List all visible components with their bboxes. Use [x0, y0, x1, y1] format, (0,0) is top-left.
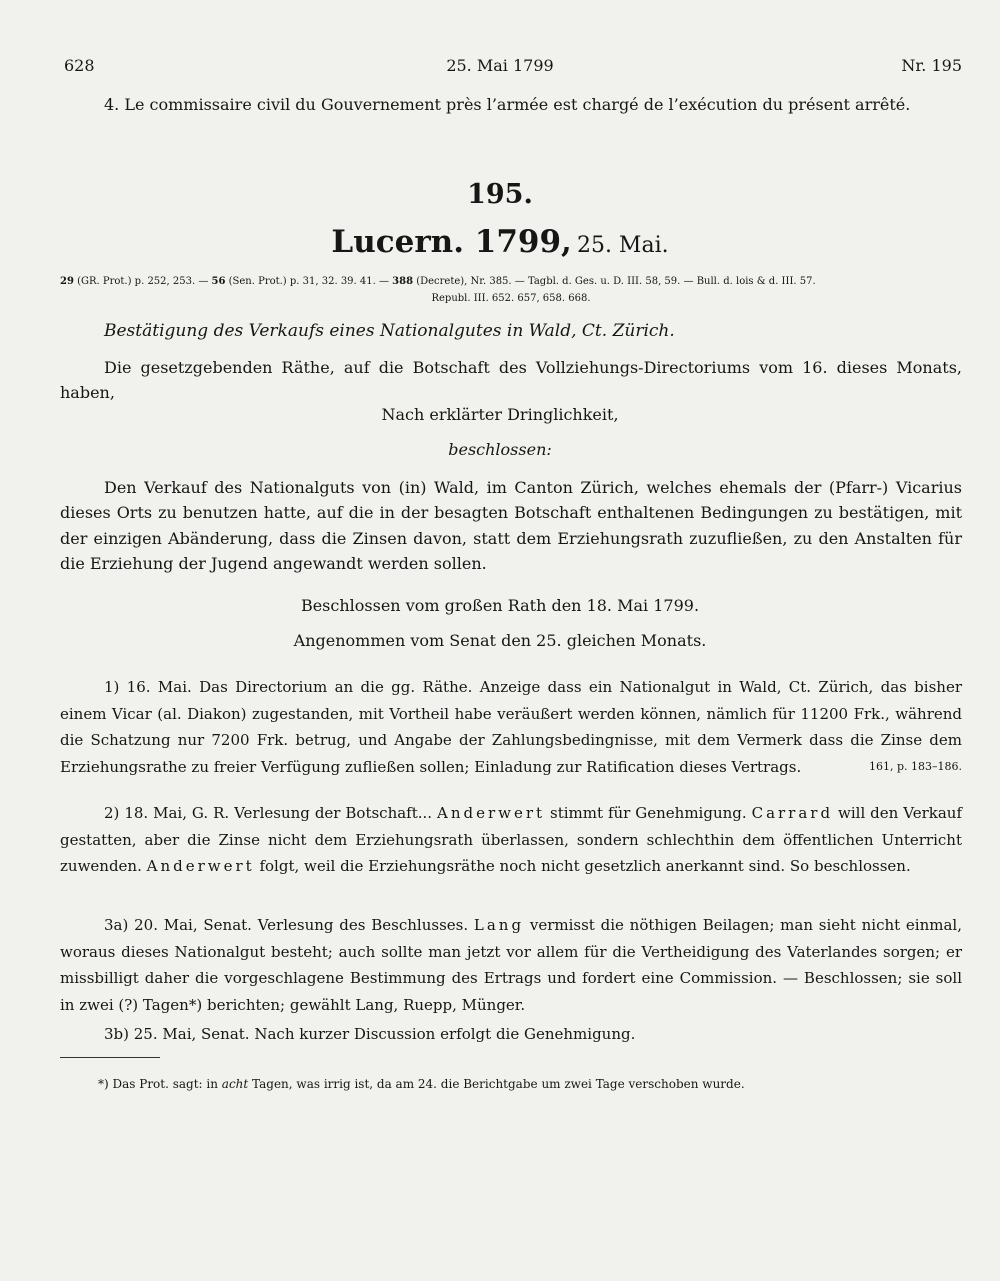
note-2 — [60, 800, 962, 880]
decree-preamble: Die gesetzgebenden Räthe, auf die Botschaft des Vollziehungs-Directoriums vom 16. dieses Monats, haben, — [60, 358, 962, 403]
source-ref-num: 29 — [60, 276, 74, 287]
source-references — [60, 273, 962, 307]
header-doc-number: Nr. 195 — [901, 56, 962, 75]
footnote-rule — [60, 1057, 160, 1058]
note-1 — [60, 674, 962, 780]
document-subject: Bestätigung des Verkaufs eines Nationalgutes in Wald, Ct. Zürich. — [104, 321, 675, 341]
speaker-name: Lang — [473, 916, 525, 934]
source-ref-text: (Decrete), Nr. 385. — Tagbl. d. Ges. u. D. III. 58, 59. — Bull. d. lois & d. III. 57. — [413, 276, 816, 287]
footnote-text: Tagen, was irrig ist, da am 24. die Berichtgabe um zwei Tage verschoben wurde. — [248, 1077, 745, 1091]
decree-urgency: Nach erklärter Dringlichkeit, — [381, 405, 619, 424]
document-place-year: Lucern. 1799, — [331, 224, 572, 260]
document-date: 25. Mai. — [576, 233, 669, 258]
speaker-name: Anderwert — [437, 804, 546, 822]
page-number: 628 — [64, 56, 95, 75]
source-ref-num: 388 — [392, 276, 414, 287]
document-number: 195. — [467, 179, 533, 210]
speaker-name: Anderwert — [146, 857, 255, 875]
note-2-text: will den Verkauf gestatten, aber die Zinse nicht dem Erziehungsrath überlassen, sondern schlechthin dem öffentlichen Unterricht zuwenden. — [60, 804, 963, 875]
previous-item-text: 4. Le commissaire civil du Gouvernement près l’armée est chargé de l’exécution du présent arrêté. — [104, 95, 911, 114]
footnote-text: *) Das Prot. sagt: in — [98, 1077, 222, 1091]
decree-body: Den Verkauf des Nationalguts von (in) Wald, im Canton Zürich, welches ehemals der (Pfarr-) Vicarius dieses Orts zu benutzen hatte, auf die in der besagten Botschaft enthaltenen Bedingungen zu bestätigen, mit der einzigen Abänderung, dass die Zinsen davon, statt dem Erziehungsrath zuzufließen, zu den Anstalten für die Erziehung der Jugend angewandt werden sollen. — [60, 478, 962, 573]
note-2-text: stimmt für Genehmigung. — [545, 804, 752, 822]
decree-resolved: beschlossen: — [448, 440, 552, 459]
note-1-reference: 161, p. 183–186. — [868, 759, 962, 773]
header-date: 25. Mai 1799 — [446, 56, 554, 75]
passed-great-council: Beschlossen vom großen Rath den 18. Mai 1799. — [300, 596, 700, 615]
speaker-name: Carrard — [751, 804, 834, 822]
source-ref-text: (GR. Prot.) p. 252, 253. — — [73, 276, 212, 287]
source-ref-line2: Republ. III. 652. 657, 658. 668. — [431, 293, 591, 304]
footnote-emphasis: acht — [221, 1077, 249, 1091]
note-3a-text: vermisst die nöthigen Beilagen; man sieht nicht einmal, woraus dieses Nationalgut besteht; auch sollte man jetzt vor allem für die Vertheidigung des Vaterlandes sorgen; er missbilligt daher die vorgeschlagene Bestimmung des Ertrags und fordert eine Commission. — Beschlossen; sie soll in zwei (?) Tagen*) berichten; gewählt Lang, Ruepp, Münger. — [60, 916, 962, 1014]
note-2-text: folgt, weil die Erziehungsräthe noch nicht gesetzlich anerkannt sind. So beschlossen. — [254, 857, 911, 875]
source-ref-text: (Sen. Prot.) p. 31, 32. 39. 41. — — [225, 276, 393, 287]
note-2-text: 2) 18. Mai, G. R. Verlesung der Botschaft... — [104, 804, 438, 822]
note-3b: 3b) 25. Mai, Senat. Nach kurzer Discussion erfolgt die Genehmigung. — [104, 1025, 636, 1043]
note-1-text: 1) 16. Mai. Das Directorium an die gg. Räthe. Anzeige dass ein Nationalgut in Wald, Ct. Zürich, das bisher einem Vicar (al. Diakon) zugestanden, mit Vortheil habe veräußert werden können, nämlich für 11200 Frk., während die Schatzung nur 7200 Frk. betrug, und Angabe der Zahlungsbedingnisse, mit dem Vermerk dass die Zinse dem Erziehungsrathe zu freier Verfügung zufließen sollen; Einladung zur Ratification dieses Vertrags. — [60, 678, 962, 776]
note-3a — [60, 912, 962, 1018]
source-ref-num: 56 — [211, 276, 226, 287]
document-title — [0, 224, 1000, 260]
note-3a-text: 3a) 20. Mai, Senat. Verlesung des Beschlusses. — [104, 916, 474, 934]
accepted-senate: Angenommen vom Senat den 25. gleichen Monats. — [293, 631, 707, 650]
footnote — [60, 1077, 962, 1091]
